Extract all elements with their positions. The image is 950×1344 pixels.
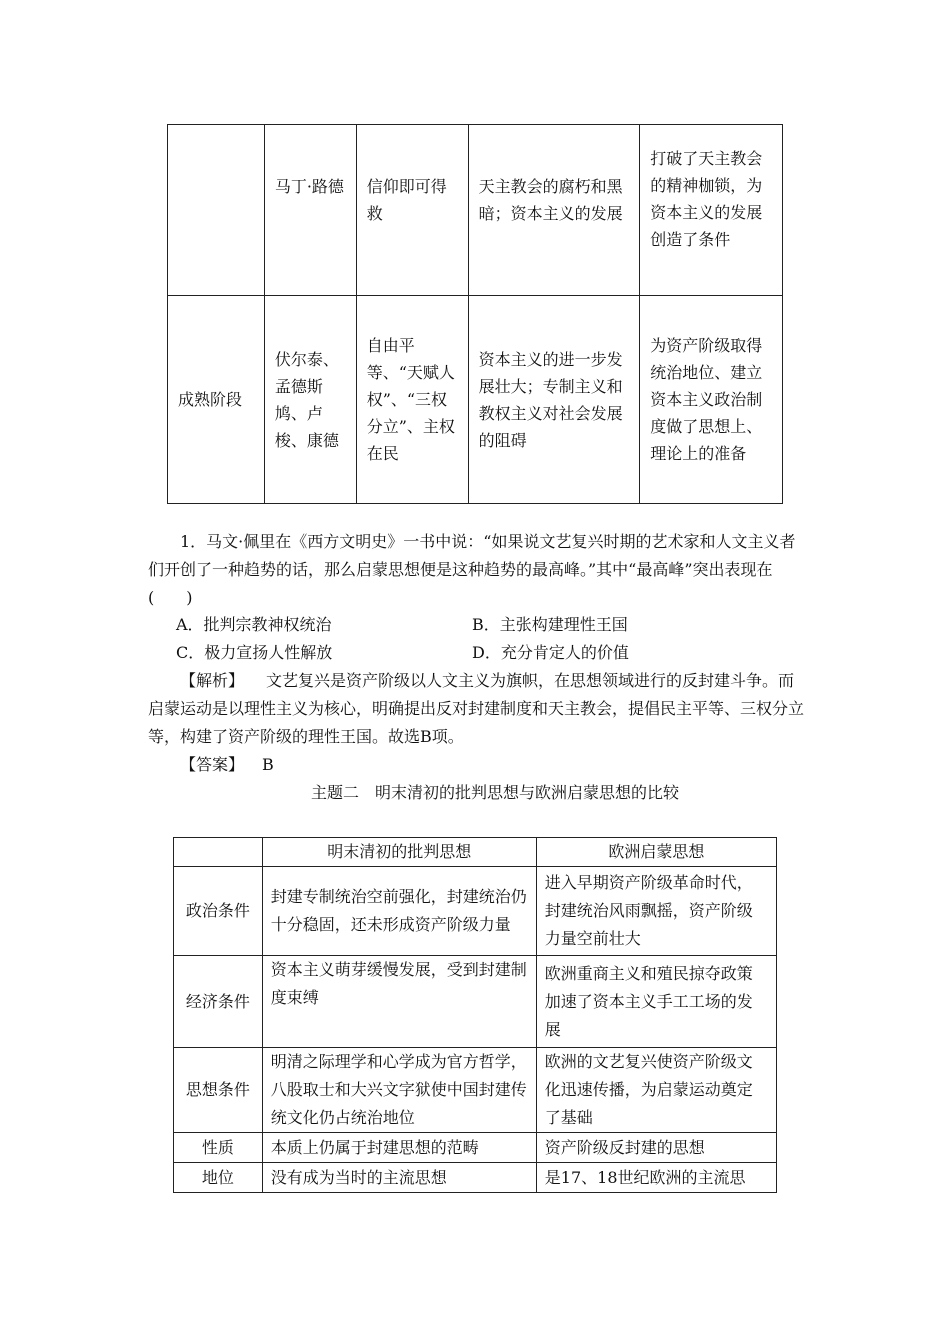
table-cell-idea: 自由平等、“天赋人权”、“三权分立”、主权在民	[356, 296, 468, 504]
table-cell-stage: 成熟阶段	[168, 296, 265, 504]
table-row	[174, 1163, 777, 1193]
question-stem: 1．马文·佩里在《西方文明史》一书中说：“如果说文艺复兴时期的艺术家和人文主义者们开创了一种趋势的话，那么启蒙思想便是这种趋势的最高峰。”其中“最高峰”突出表现在( )	[148, 532, 796, 607]
answer-value: B	[262, 755, 274, 774]
table-cell-person: 马丁·路德	[264, 125, 356, 296]
option-c: C．极力宣扬人性解放	[176, 643, 333, 662]
analysis-block	[148, 667, 808, 751]
table-cell: 资产阶级反封建的思想	[536, 1133, 776, 1163]
table-cell-stage	[168, 125, 265, 296]
table-cell: 欧洲重商主义和殖民掠夺政策加速了资本主义手工工场的发展	[536, 956, 776, 1048]
table-row	[174, 1133, 777, 1163]
topic-title: 主题二 明末清初的批判思想与欧洲启蒙思想的比较	[310, 783, 679, 802]
table-cell-effect: 打破了天主教会的精神枷锁，为资本主义的发展创造了条件	[640, 125, 783, 296]
table-cell-effect: 为资产阶级取得统治地位、建立资本主义政治制度做了思想上、理论上的准备	[640, 296, 783, 504]
table-cell: 是17、18世纪欧洲的主流思	[536, 1163, 776, 1193]
answer-block	[148, 751, 808, 779]
table-row	[174, 867, 777, 956]
header-cell	[174, 838, 263, 867]
answer-label: 【答案】	[180, 755, 245, 774]
header-cell: 明末清初的批判思想	[262, 838, 536, 867]
table-cell: 封建专制统治空前强化，封建统治仍十分稳固，还未形成资产阶级力量	[262, 867, 536, 956]
table-row	[168, 125, 783, 296]
option-b: B．主张构建理性王国	[472, 615, 628, 634]
analysis-text: 文艺复兴是资产阶级以人文主义为旗帜，在思想领域进行的反封建斗争。而启蒙运动是以理性主义为核心，明确提出反对封建制度和天主教会，提倡民主平等、三权分立等，构建了资产阶级的理性王国。故选B项。	[148, 671, 805, 746]
comparison-table	[173, 837, 777, 1193]
table-cell-idea: 信仰即可得救	[356, 125, 468, 296]
table-cell: 欧洲的文艺复兴使资产阶级文化迅速传播，为启蒙运动奠定了基础	[536, 1048, 776, 1133]
row-label: 地位	[174, 1163, 263, 1193]
table-cell: 没有成为当时的主流思想	[262, 1163, 536, 1193]
table-cell: 本质上仍属于封建思想的范畴	[262, 1133, 536, 1163]
row-label: 经济条件	[174, 956, 263, 1048]
table-cell: 进入早期资产阶级革命时代，封建统治风雨飘摇，资产阶级力量空前壮大	[536, 867, 776, 956]
row-label: 性质	[174, 1133, 263, 1163]
table-cell-background: 资本主义的进一步发展壮大；专制主义和教权主义对社会发展的阻碍	[468, 296, 640, 504]
table-row	[168, 296, 783, 504]
option-d: D．充分肯定人的价值	[472, 643, 629, 662]
table-cell-person: 伏尔泰、孟德斯鸠、卢梭、康德	[264, 296, 356, 504]
row-label: 政治条件	[174, 867, 263, 956]
table-cell: 资本主义萌芽缓慢发展，受到封建制度束缚	[262, 956, 536, 1048]
table-row	[174, 1048, 777, 1133]
option-a: A．批判宗教神权统治	[176, 615, 332, 634]
table-header-row	[174, 838, 777, 867]
table-cell: 明清之际理学和心学成为官方哲学，八股取士和大兴文字狱使中国封建传统文化仍占统治地位	[262, 1048, 536, 1133]
table-row	[174, 956, 777, 1048]
row-label: 思想条件	[174, 1048, 263, 1133]
table-cell-background: 天主教会的腐朽和黑暗；资本主义的发展	[468, 125, 640, 296]
header-cell: 欧洲启蒙思想	[536, 838, 776, 867]
enlightenment-table	[167, 124, 783, 504]
analysis-label: 【解析】	[180, 671, 245, 690]
